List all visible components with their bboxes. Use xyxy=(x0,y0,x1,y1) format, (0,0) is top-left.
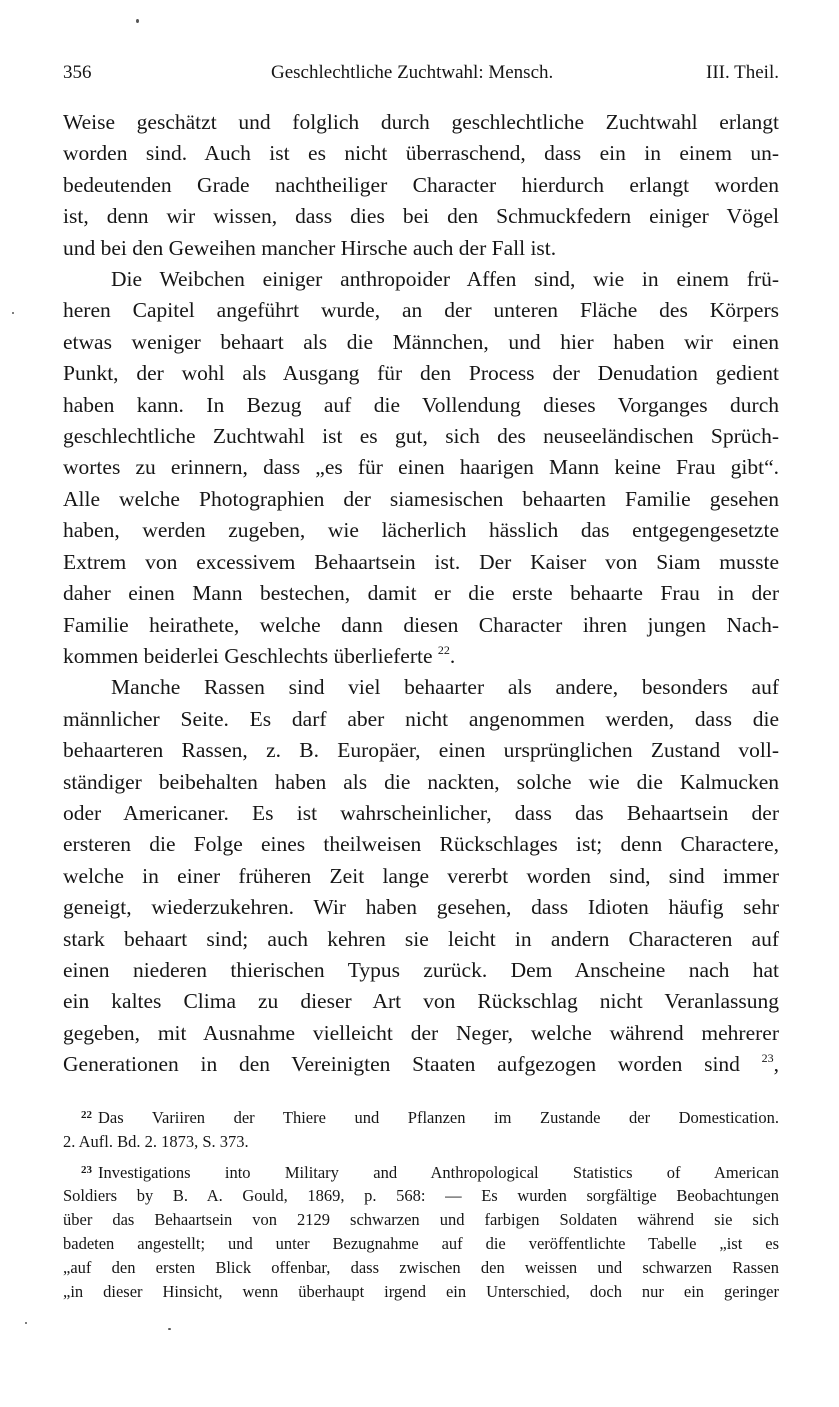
punctuation: , xyxy=(773,1052,780,1077)
footnotes xyxy=(63,1104,779,1303)
footnote-line: „in dieser Hinsicht, wenn überhaupt irgend ein Unterschied, doch nur ein geringer xyxy=(63,1281,779,1301)
footnote-text: Investigations into Military and Anthropological Statistics of American xyxy=(98,1162,779,1182)
text-line: wortes zu erinnern, dass „es für einen haarigen Mann keine Frau gibt“. xyxy=(63,455,779,480)
text-line: gegeben, mit Ausnahme vielleicht der Neger, welche während mehrerer xyxy=(63,1020,779,1045)
text-line: und bei den Geweihen mancher Hirsche auch der Fall ist. xyxy=(63,235,557,260)
punctuation: . xyxy=(449,643,456,668)
text-line xyxy=(63,1049,779,1080)
text-line: Extrem von excessivem Behaartsein ist. Der Kaiser von Siam musste xyxy=(63,549,779,574)
text-line: ersteren die Folge eines theilweisen Rückschlages ist; denn Charactere, xyxy=(63,832,779,857)
footnote-reference[interactable]: 22 xyxy=(437,642,450,657)
text-line: Die Weibchen einiger anthropoider Affen sind, wie in einem frü- xyxy=(111,267,779,292)
text-line: etwas weniger behaart als die Männchen, und hier haben wir einen xyxy=(63,329,779,354)
footnote-text: Das Variiren der Thiere und Pflanzen im Zustande der Domestication. xyxy=(98,1108,779,1127)
scan-speck xyxy=(136,19,139,23)
text-line: ein kaltes Clima zu dieser Art von Rückschlag nicht Veranlassung xyxy=(63,989,779,1014)
text-line: haben, werden zugeben, wie lächerlich hässlich das entgegengesetzte xyxy=(63,518,779,543)
scan-speck xyxy=(168,1328,171,1330)
footnote xyxy=(63,1159,779,1304)
text-line: männlicher Seite. Es darf aber nicht angenommen werden, dass die xyxy=(63,706,779,731)
text-line: behaarteren Rassen, z. B. Europäer, einen ursprünglichen Zustand voll- xyxy=(63,738,779,763)
footnote-line: 2. Aufl. Bd. 2. 1873, S. 373. xyxy=(63,1131,249,1151)
footnote xyxy=(63,1104,779,1154)
footnote-line xyxy=(63,1159,779,1185)
text-line: geneigt, wiederzukehren. Wir haben gesehen, dass Idioten häufig sehr xyxy=(63,895,779,920)
text-line: Weise geschätzt und folglich durch geschlechtliche Zuchtwahl erlangt xyxy=(63,110,779,134)
text-line: daher einen Mann bestechen, damit er die erste behaarte Frau in der xyxy=(63,581,779,606)
text-line: ständiger beibehalten haben als die nackten, solche wie die Kalmucken xyxy=(63,769,779,794)
page-number: 356 xyxy=(63,62,92,83)
paragraph xyxy=(63,264,779,672)
footnote-line xyxy=(63,1104,779,1130)
text-line: stark behaart sind; auch kehren sie leicht in andern Characteren auf xyxy=(63,926,779,951)
text-line: worden sind. Auch ist es nicht überraschend, dass ein in einem un- xyxy=(63,141,779,166)
text-line xyxy=(63,641,779,672)
scan-speck xyxy=(12,312,14,314)
text-line: Familie heirathete, welche dann diesen Character ihren jungen Nach- xyxy=(63,612,779,637)
text-line-content: kommen beiderlei Geschlechts überlieferte xyxy=(63,643,433,668)
body-text xyxy=(63,107,779,1081)
text-line: einen niederen thierischen Typus zurück. Dem Anscheine nach hat xyxy=(63,957,779,982)
footnote-line: badeten angestellt; und unter Bezugnahme auf die veröffentlichte Tabelle „ist es xyxy=(63,1233,779,1253)
text-line-content: Generationen in den Vereinigten Staaten aufgezogen worden sind xyxy=(63,1052,740,1077)
text-line: geschlechtliche Zuchtwahl ist es gut, sich des neuseeländischen Sprüch- xyxy=(63,424,779,449)
running-title: Geschlechtliche Zuchtwahl: Mensch. xyxy=(271,62,554,83)
part-label: III. Theil. xyxy=(706,62,779,83)
text-line: Punkt, der wohl als Ausgang für den Process der Denudation gedient xyxy=(63,361,779,386)
book-page xyxy=(63,0,779,1407)
text-line: Manche Rassen sind viel behaarter als andere, besonders auf xyxy=(111,675,779,700)
page-header xyxy=(63,60,779,86)
footnote-line: „auf den ersten Blick offenbar, dass zwischen den weissen und schwarzen Rassen xyxy=(63,1257,779,1277)
text-line: bedeutenden Grade nachtheiliger Character hierdurch erlangt worden xyxy=(63,172,779,197)
paragraph xyxy=(63,107,779,264)
footnote-line: Soldiers by B. A. Gould, 1869, p. 568: — Es wurden sorgfältige Beobachtungen xyxy=(63,1186,779,1206)
text-line: haben kann. In Bezug auf die Vollendung dieses Vorganges durch xyxy=(63,392,779,417)
footnote-number: 23 xyxy=(81,1163,92,1176)
footnote-reference[interactable]: 23 xyxy=(761,1051,774,1066)
text-line: heren Capitel angeführt wurde, an der unteren Fläche des Körpers xyxy=(63,298,779,323)
text-line: ist, denn wir wissen, dass dies bei den Schmuckfedern einiger Vögel xyxy=(63,204,779,229)
footnote-line: über das Behaartsein von 2129 schwarzen und farbigen Soldaten während sie sich xyxy=(63,1210,779,1230)
paragraph xyxy=(63,672,779,1080)
text-line: welche in einer früheren Zeit lange vererbt worden sind, sind immer xyxy=(63,863,779,888)
text-line: Alle welche Photographien der siamesischen behaarten Familie gesehen xyxy=(63,486,779,511)
scan-speck xyxy=(25,1322,27,1324)
text-line: oder Americaner. Es ist wahrscheinlicher, dass das Behaartsein der xyxy=(63,800,779,825)
footnote-number: 22 xyxy=(81,1109,92,1121)
